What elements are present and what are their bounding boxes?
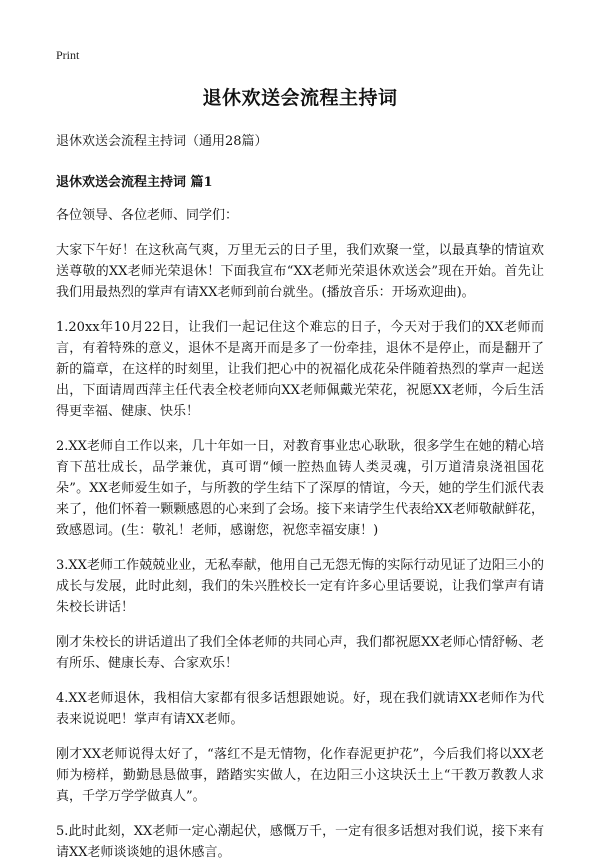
section-heading: 退休欢送会流程主持词 篇1 <box>56 175 213 190</box>
paragraph: 3.XX老师工作兢兢业业，无私奉献，他用自己无怨无悔的实际行动见证了边阳三小的成长与发展，此时此刻，我们的朱兴胜校长一定有许多心里话要说，让我们掌声有请朱校长讲话！ <box>56 558 544 615</box>
paragraph: 刚才朱校长的讲话道出了我们全体老师的共同心声，我们都祝愿XX老师心情舒畅、老有所乐、健康长寿、合家欢乐！ <box>56 635 544 671</box>
paragraph: 大家下午好！在这秋高气爽，万里无云的日子里，我们欢聚一堂，以最真挚的情谊欢送尊敬的XX老师光荣退休！下面我宣布“XX老师光荣退休欢送会”现在开始。首先让我们用最热烈的掌声有请XX老师到前台就坐。(播放音乐：开场欢迎曲)。 <box>56 243 544 300</box>
paragraph-greeting: 各位领导、各位老师、同学们： <box>56 208 239 223</box>
document-body <box>56 205 544 863</box>
document-subtitle: 退休欢送会流程主持词（通用28篇） <box>56 134 268 149</box>
paragraph: 1.20xx年10月22日，让我们一起记住这个难忘的日子，今天对于我们的XX老师而言，有着特殊的意义，退休不是离开而是多了一份牵挂，退休不是停止，而是翻开了新的篇章，在这样的时刻里，让我们把心中的祝福化成花朵伴随着热烈的掌声一起送出，下面请周西萍主任代表全校老师向XX老师佩戴光荣花，祝愿XX老师，今后生活得更幸福、健康、快乐！ <box>56 320 544 419</box>
paragraph: 刚才XX老师说得太好了，“落红不是无情物，化作春泥更护花”，今后我们将以XX老师为榜样，勤勤恳恳做事，踏踏实实做人，在边阳三小这块沃土上“干教万教教人求真，千学万学学做真人”。 <box>56 747 544 804</box>
paragraph: 4.XX老师退休，我相信大家都有很多话想跟她说。好，现在我们就请XX老师作为代表来说说吧！掌声有请XX老师。 <box>56 691 544 727</box>
paragraph: 5.此时此刻，XX老师一定心潮起伏，感慨万千，一定有很多话想对我们说，接下来有请XX老师谈谈她的退休感言。 <box>56 824 544 860</box>
print-link[interactable]: Print <box>56 48 80 62</box>
page-title: 退休欢送会流程主持词 <box>202 87 398 109</box>
paragraph: 2.XX老师自工作以来，几十年如一日，对教育事业忠心耿耿，很多学生在她的精心培育下茁壮成长，品学兼优，真可谓“倾一腔热血铸人类灵魂，引万道清泉浇祖国花朵”。XX老师爱生如子，与所教的学生结下了深厚的情谊，今天，她的学生们派代表来了，他们怀着一颗颗感恩的心来到了会场。接下来请学生代表给XX老师敬献鲜花，致感恩词。(生：敬礼！老师，感谢您，祝您幸福安康！) <box>56 439 544 538</box>
